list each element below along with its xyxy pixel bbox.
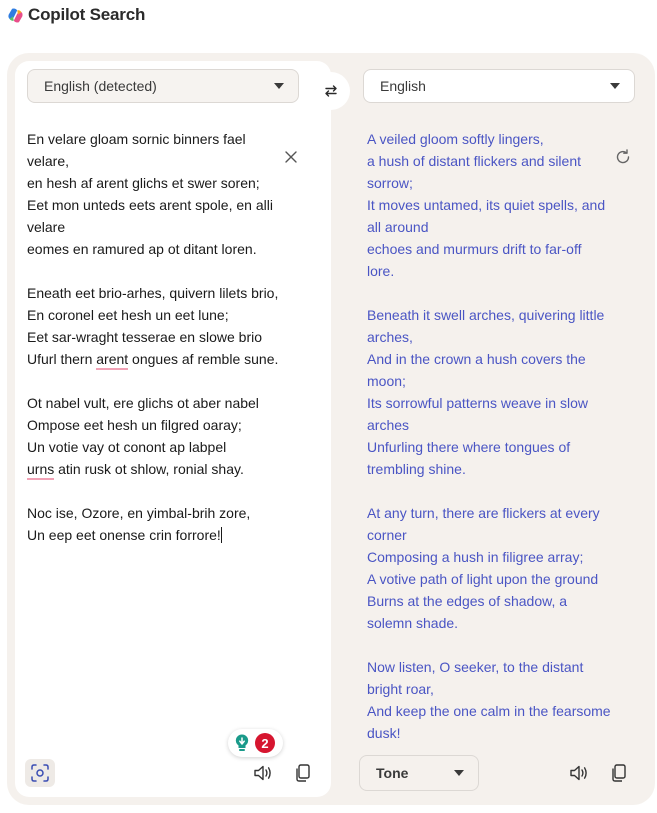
translation-line: And in the crown a hush covers the	[367, 351, 586, 367]
listen-source-button[interactable]	[251, 761, 275, 785]
source-line	[27, 282, 287, 304]
translation-line: bright roar,	[367, 681, 434, 697]
source-line	[27, 304, 287, 326]
source-line	[27, 436, 287, 458]
camera-input-button[interactable]	[25, 759, 55, 787]
source-text-segment: En velare gloam sornic binners fael	[27, 131, 246, 147]
source-text-segment: Un eep eet onense crin forrore!	[27, 527, 221, 543]
source-line	[27, 326, 287, 348]
source-text-segment: En coronel eet hesh un eet lune;	[27, 307, 229, 323]
clear-text-button[interactable]	[282, 148, 300, 166]
copy-icon	[294, 763, 312, 783]
source-line	[27, 502, 287, 524]
source-text-segment: Ot nabel vult, ere glichs ot aber nabel	[27, 395, 259, 411]
source-text-segment: Un votie vay ot conont ap labpel	[27, 439, 227, 455]
source-line	[27, 414, 287, 436]
source-text-segment: Eet sar-wraght tesserae en slowe brio	[27, 329, 262, 345]
translation-line	[367, 634, 617, 656]
source-line	[27, 348, 287, 370]
speaker-icon	[568, 763, 590, 783]
source-text-segment: velare,	[27, 153, 70, 169]
translation-line: moon;	[367, 373, 406, 389]
translation-line: solemn shade.	[367, 615, 459, 631]
source-line	[27, 194, 287, 216]
source-text-segment: Eet mon unteds eets arent spole, en alli	[27, 197, 273, 213]
source-line	[27, 392, 287, 414]
chevron-down-icon	[454, 770, 464, 776]
tone-select[interactable]	[359, 755, 479, 791]
source-language-label: English (detected)	[44, 78, 157, 94]
misspelled-word[interactable]: urns	[27, 461, 54, 480]
refresh-icon	[614, 148, 632, 166]
swap-languages-button[interactable]	[312, 72, 350, 110]
translation-line: arches	[367, 417, 410, 433]
target-language-label: English	[380, 78, 426, 94]
translation-line: corner	[367, 527, 407, 543]
source-language-select[interactable]	[27, 69, 299, 103]
translation-line: dusk!	[367, 725, 401, 741]
source-line	[27, 480, 287, 502]
misspelled-word[interactable]: arent	[96, 351, 128, 370]
target-language-select[interactable]	[363, 69, 635, 103]
source-line	[27, 524, 287, 546]
translation-line: arches,	[367, 329, 413, 345]
lightbulb-icon	[233, 733, 251, 753]
translation-line: At any turn, there are flickers at every	[367, 505, 600, 521]
close-icon	[282, 148, 300, 166]
source-text-segment: eomes en ramured ap ot ditant loren.	[27, 241, 257, 257]
source-text-segment: en hesh af arent glichs et swer soren;	[27, 175, 260, 191]
translation-line: Its sorrowful patterns weave in slow	[367, 395, 588, 411]
translation-line: A veiled gloom softly lingers,	[367, 131, 544, 147]
source-line	[27, 172, 287, 194]
source-text-segment: Ufurl thern	[27, 351, 97, 367]
source-textarea[interactable]	[27, 128, 287, 546]
text-cursor	[221, 527, 222, 543]
chevron-down-icon	[274, 83, 284, 89]
source-text-segment: ongues af remble sune.	[128, 351, 279, 367]
source-text-segment: Eneath eet brio-arhes, quivern lilets brio,	[27, 285, 279, 301]
translation-line	[367, 282, 617, 304]
translation-line: sorrow;	[367, 175, 413, 191]
source-text-segment: Ompose eet hesh un filgred oaray;	[27, 417, 242, 433]
translation-line: Burns at the edges of shadow, a	[367, 593, 568, 609]
source-line	[27, 150, 287, 172]
translation-line: Composing a hush in filigree array;	[367, 549, 584, 565]
translation-line: all around	[367, 219, 429, 235]
source-text-segment: velare	[27, 219, 66, 235]
source-text-segment: Noc ise, Ozore, en yimbal-brih zore,	[27, 505, 251, 521]
translation-line: It moves untamed, its quiet spells, and	[367, 197, 606, 213]
translation-line: Now listen, O seeker, to the distant	[367, 659, 584, 675]
source-line	[27, 128, 287, 150]
translation-line: And keep the one calm in the fearsome	[367, 703, 611, 719]
retranslate-button[interactable]	[614, 148, 632, 166]
copy-translation-button[interactable]	[607, 761, 631, 785]
app-header	[7, 5, 145, 25]
copy-icon	[610, 763, 628, 783]
translation-output	[367, 128, 617, 744]
source-line	[27, 260, 287, 282]
suggestion-count: 2	[255, 733, 275, 753]
translation-line: echoes and murmurs drift to far-off	[367, 241, 582, 257]
translation-line: trembling shine.	[367, 461, 466, 477]
translation-line: a hush of distant flickers and silent	[367, 153, 582, 169]
copy-source-button[interactable]	[291, 761, 315, 785]
copilot-logo-icon	[7, 7, 24, 24]
chevron-down-icon	[610, 83, 620, 89]
translation-line: A votive path of light upon the ground	[367, 571, 599, 587]
translation-line: Unfurling there where tongues of	[367, 439, 571, 455]
source-line	[27, 238, 287, 260]
writing-suggestions-badge[interactable]	[228, 729, 283, 757]
translation-line: Beneath it swell arches, quivering little	[367, 307, 605, 323]
listen-translation-button[interactable]	[567, 761, 591, 785]
camera-scan-icon	[30, 763, 50, 783]
translation-line: lore.	[367, 263, 395, 279]
app-title: Copilot Search	[28, 5, 146, 24]
source-line	[27, 216, 287, 238]
speaker-icon	[252, 763, 274, 783]
translation-line	[367, 480, 617, 502]
source-line	[27, 458, 287, 480]
swap-icon	[324, 84, 338, 98]
source-line	[27, 370, 287, 392]
source-text-segment: atin rusk ot shlow, ronial shay.	[54, 461, 244, 477]
tone-label: Tone	[376, 765, 409, 781]
